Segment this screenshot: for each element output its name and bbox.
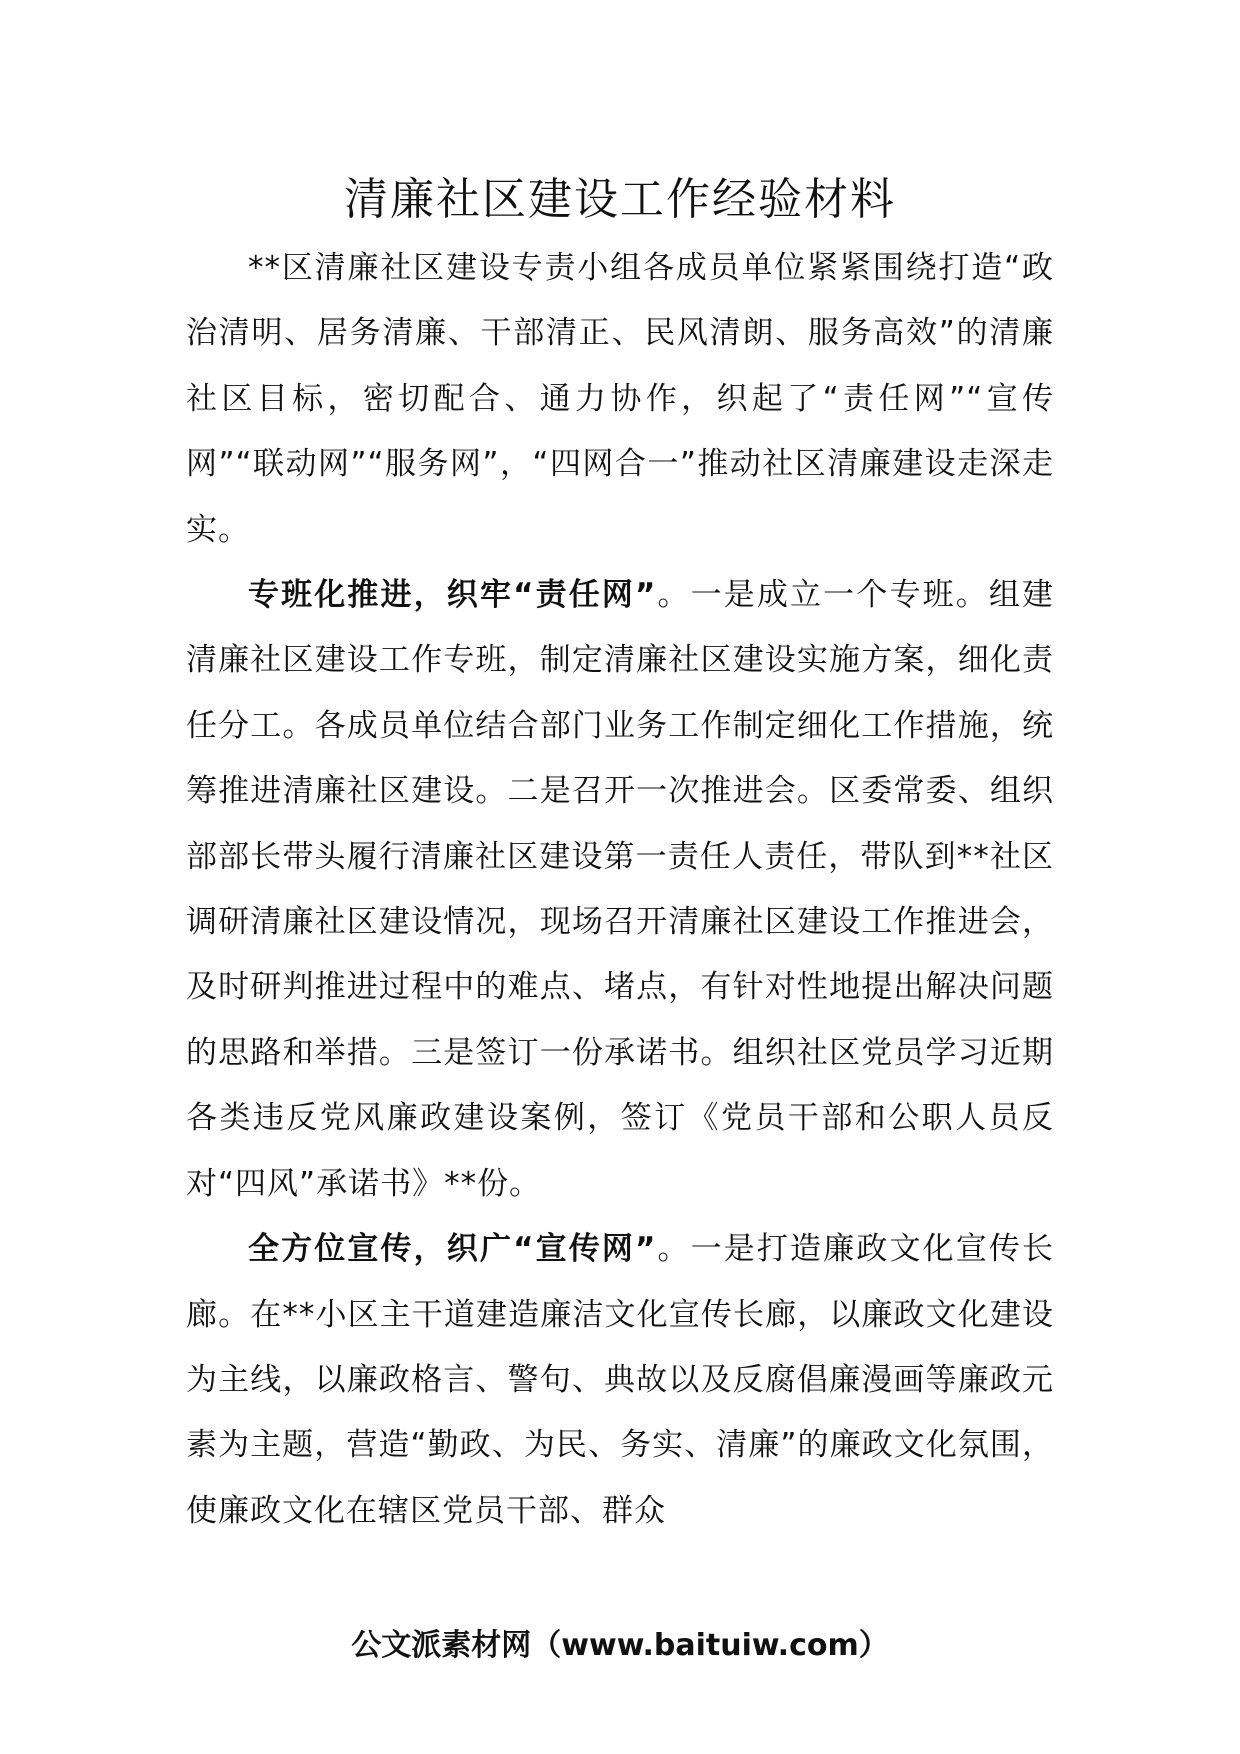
paragraph-text: 。一是打造廉政文化宣传长廊。在**小区主干道建造廉洁文化宣传长廊，以廉政文化建设为主线，以廉政格言、警句、典故以及反腐倡廉漫画等廉政元素为主题，营造“勤政、为民、务实、清廉”的廉政文化氛围，使廉政文化在辖区党员干部、群众: [186, 1231, 1054, 1529]
paragraph-lead: 全方位宣传，织广“宣传网”: [248, 1231, 657, 1268]
paragraph-responsibility-network: [186, 563, 1054, 1217]
footer-watermark: 公文派素材网（www.baituiw.com）: [351, 1628, 889, 1663]
paragraph-publicity-network: [186, 1217, 1054, 1544]
paragraph-intro: [186, 236, 1054, 563]
document-title: 清廉社区建设工作经验材料: [344, 174, 896, 225]
document-body: [186, 236, 1054, 1544]
paragraph-text: **区清廉社区建设专责小组各成员单位紧紧围绕打造“政治清明、居务清廉、干部清正、民风清朗、服务高效”的清廉社区目标，密切配合、通力协作，织起了“责任网”“宣传网”“联动网”“服务网”，“四网合一”推动社区清廉建设走深走实。: [186, 250, 1054, 548]
paragraph-text: 。一是成立一个专班。组建清廉社区建设工作专班，制定清廉社区建设实施方案，细化责任分工。各成员单位结合部门业务工作制定细化工作措施，统筹推进清廉社区建设。二是召开一次推进会。区委常委、组织部部长带头履行清廉社区建设第一责任人责任，带队到**社区调研清廉社区建设情况，现场召开清廉社区建设工作推进会，及时研判推进过程中的难点、堵点，有针对性地提出解决问题的思路和举措。三是签订一份承诺书。组织社区党员学习近期各类违反党风廉政建设案例，签订《党员干部和公职人员反对“四风”承诺书》**份。: [186, 577, 1054, 1202]
paragraph-lead: 专班化推进，织牢“责任网”: [248, 577, 657, 614]
